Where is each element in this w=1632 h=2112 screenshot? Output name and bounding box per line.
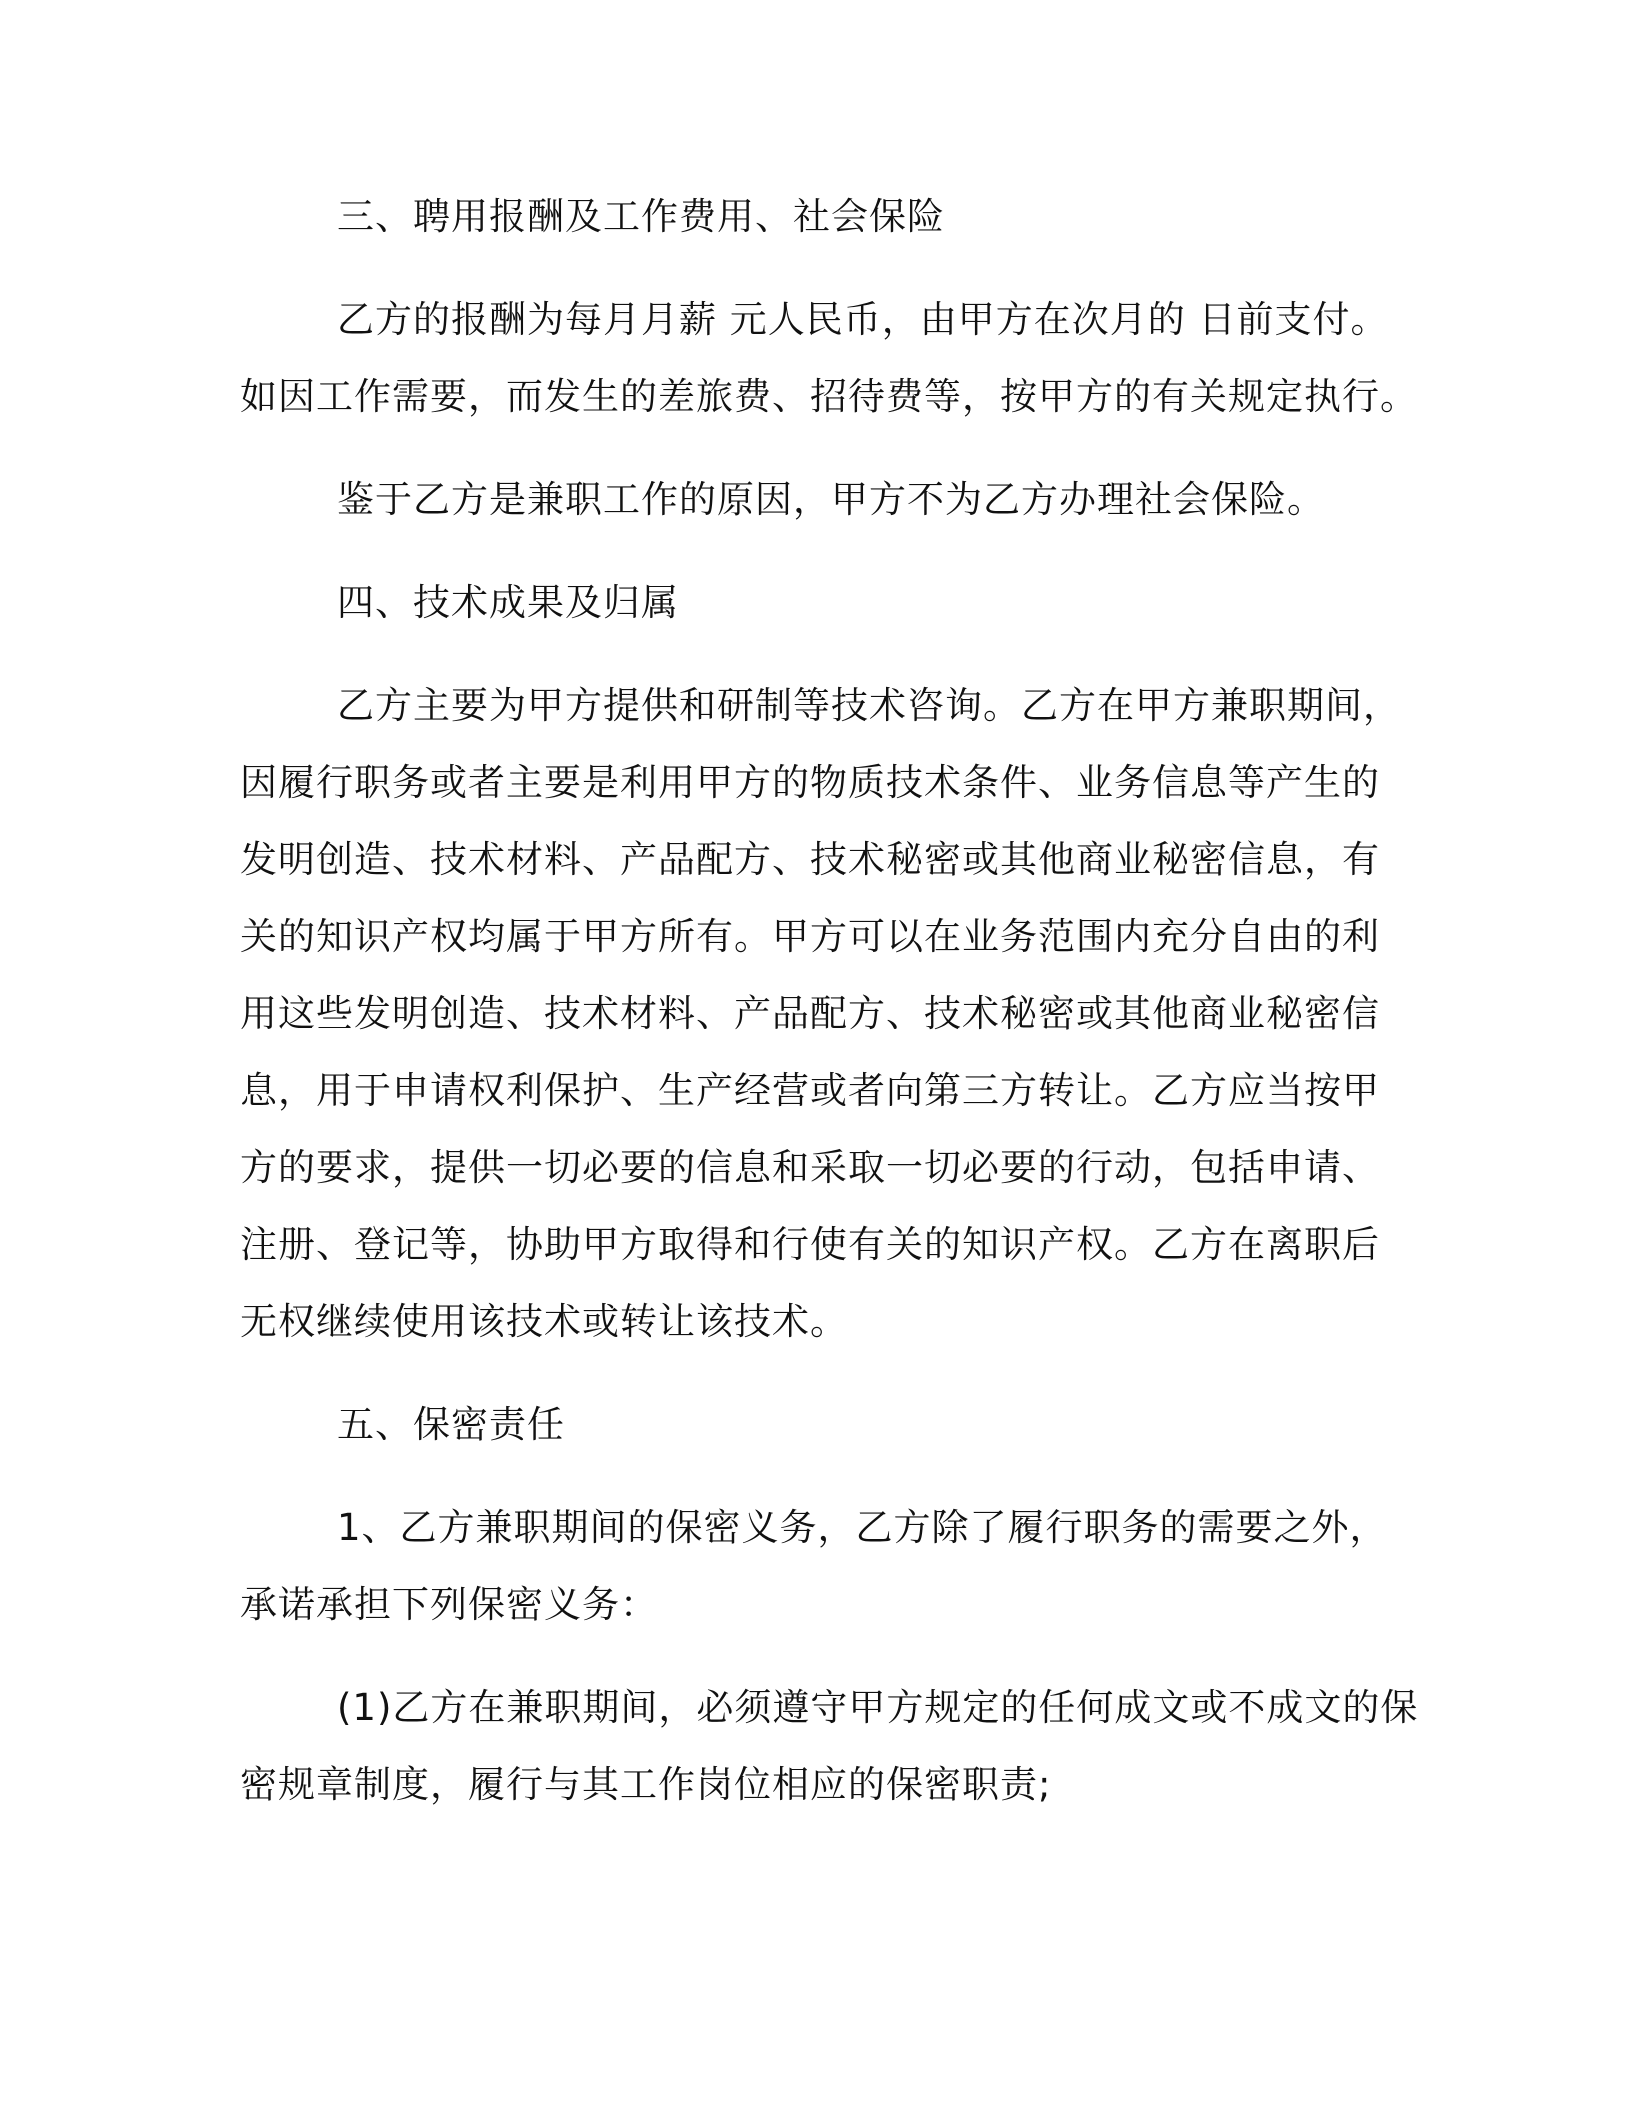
text-line: 方的要求，提供一切必要的信息和采取一切必要的行动，包括申请、 <box>240 1146 1380 1189</box>
document-body <box>240 178 1419 1849</box>
section-4-paragraph-1 <box>240 667 1401 1360</box>
text-line: 承诺承担下列保密义务： <box>240 1583 658 1626</box>
text-line: 乙方主要为甲方提供和研制等技术咨询。乙方在甲方兼职期间， <box>337 684 1401 727</box>
text-line: (1)乙方在兼职期间，必须遵守甲方规定的任何成文或不成文的保 <box>337 1686 1419 1729</box>
text-line: 密规章制度，履行与其工作岗位相应的保密职责; <box>240 1763 1052 1806</box>
section-4-heading: 四、技术成果及归属 <box>337 581 679 624</box>
text-line: 1、乙方兼职期间的保密义务，乙方除了履行职务的需要之外， <box>337 1506 1388 1549</box>
section-3-paragraph-1 <box>240 281 1418 435</box>
text-line: 用这些发明创造、技术材料、产品配方、技术秘密或其他商业秘密信 <box>240 992 1380 1035</box>
text-line: 息，用于申请权利保护、生产经营或者向第三方转让。乙方应当按甲 <box>240 1069 1380 1112</box>
section-5-paragraph-1 <box>240 1489 1388 1643</box>
section-5-paragraph-2 <box>240 1669 1419 1823</box>
text-line: 因履行职务或者主要是利用甲方的物质技术条件、业务信息等产生的 <box>240 761 1380 804</box>
section-5-heading: 五、保密责任 <box>337 1403 565 1446</box>
section-3-paragraph-2 <box>240 461 1380 538</box>
text-line: 鉴于乙方是兼职工作的原因，甲方不为乙方办理社会保险。 <box>337 478 1325 521</box>
text-line: 关的知识产权均属于甲方所有。甲方可以在业务范围内充分自由的利 <box>240 915 1380 958</box>
text-line: 发明创造、技术材料、产品配方、技术秘密或其他商业秘密信息，有 <box>240 838 1380 881</box>
text-line: 注册、登记等，协助甲方取得和行使有关的知识产权。乙方在离职后 <box>240 1223 1380 1266</box>
text-line: 如因工作需要，而发生的差旅费、招待费等，按甲方的有关规定执行。 <box>240 375 1418 418</box>
text-line: 无权继续使用该技术或转让该技术。 <box>240 1300 848 1343</box>
section-3-heading: 三、聘用报酬及工作费用、社会保险 <box>337 195 945 238</box>
text-line: 乙方的报酬为每月月薪 元人民币，由甲方在次月的 日前支付。 <box>337 298 1389 341</box>
